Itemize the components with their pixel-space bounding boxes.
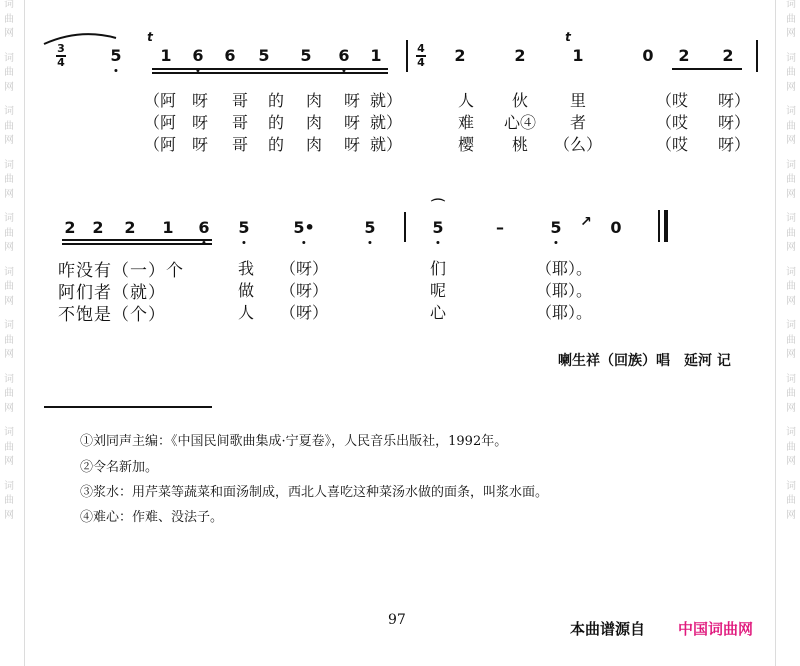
lyric-syllable: 阿们者（就） <box>58 283 166 303</box>
watermark-char: 网 <box>4 456 14 467</box>
lyric-syllable: （阿 <box>143 135 177 154</box>
lyric-syllable: 就） <box>369 113 403 132</box>
watermark-char: 网 <box>786 509 796 521</box>
watermark-char: 词 <box>4 52 14 64</box>
note: 5 <box>432 218 444 237</box>
beam-line <box>152 68 388 70</box>
watermark-char: 词 <box>786 320 796 331</box>
watermark-char: 网 <box>4 81 14 93</box>
lyric-syllable: 呢 <box>429 281 447 300</box>
watermark-char: 曲 <box>786 227 796 239</box>
watermark-char: 曲 <box>4 67 14 78</box>
watermark-char: 词 <box>786 52 796 64</box>
beam-line <box>62 243 212 245</box>
lyric-syllable: （哎 <box>655 91 689 110</box>
footnote-3: ③浆水：用芹菜等蔬菜和面汤制成，西北人喜吃这种菜汤水做的面条，叫浆水面。 <box>80 485 549 500</box>
lyric-syllable: 者 <box>569 113 587 132</box>
watermark-char: 网 <box>786 242 796 253</box>
slide-mark: ↗ <box>580 214 592 230</box>
footnote-4: ④难心：作难、没法子。 <box>80 510 224 525</box>
watermark-char: 网 <box>786 295 796 307</box>
final-bar-thick <box>664 210 668 242</box>
watermark-char: 网 <box>786 188 796 200</box>
note: 2 <box>92 218 104 237</box>
lyric-syllable: 呀 <box>191 135 209 154</box>
note: 1 <box>162 218 174 237</box>
lyric-syllable: 伙 <box>511 91 529 110</box>
watermark-char: 曲 <box>4 281 14 292</box>
margin-rule-left <box>24 0 25 666</box>
lyric-syllable: 呀 <box>191 113 209 132</box>
lyric-syllable: 咋没有（一）个 <box>58 261 184 281</box>
lyric-syllable: 桃 <box>511 135 529 154</box>
note: 2 <box>678 46 690 65</box>
watermark-char: 网 <box>4 402 14 414</box>
lyric-syllable: 里 <box>569 91 587 110</box>
watermark-char: 网 <box>4 188 14 200</box>
lyric-syllable: 就） <box>369 91 403 110</box>
lyric-syllable: （阿 <box>143 113 177 132</box>
watermark-char: 网 <box>4 509 14 521</box>
watermark-char: 曲 <box>4 13 14 25</box>
watermark-char: 曲 <box>4 174 14 185</box>
lyric-syllable: 就） <box>369 135 403 154</box>
lyric-syllable: 呀 <box>343 135 361 154</box>
watermark-char: 词 <box>4 427 14 438</box>
watermark-char: 词 <box>786 213 796 224</box>
final-bar-thin <box>658 210 660 242</box>
watermark-char: 曲 <box>786 441 796 453</box>
note: 5 <box>110 46 122 65</box>
watermark-char: 网 <box>786 81 796 93</box>
watermark-char: 网 <box>4 242 14 253</box>
note: 6 <box>338 46 350 65</box>
lyric-syllable: （呀） <box>279 303 329 322</box>
watermark-char: 词 <box>786 0 796 10</box>
lyric-syllable: 呀） <box>717 113 751 132</box>
watermark-char: 词 <box>4 159 14 171</box>
bar-line <box>404 212 406 242</box>
lyric-syllable: 人 <box>237 303 255 322</box>
watermark-char: 曲 <box>786 67 796 78</box>
watermark-char: 曲 <box>786 120 796 132</box>
watermark-char: 曲 <box>4 227 14 239</box>
watermark-char: 网 <box>4 295 14 307</box>
watermark-char: 曲 <box>4 120 14 132</box>
watermark-char: 词 <box>4 320 14 331</box>
grace-note-mark: t <box>147 30 153 44</box>
lyric-syllable: （耶）。 <box>535 259 593 278</box>
footnote-rule <box>44 406 212 408</box>
lyric-syllable: 呀 <box>343 113 361 132</box>
lyric-syllable: （呀） <box>279 259 329 278</box>
lyric-syllable: 呀） <box>717 91 751 110</box>
lyric-syllable: 心④ <box>503 113 537 132</box>
lyric-syllable: （阿 <box>143 91 177 110</box>
singer-credit: 喇生祥（回族）唱 延河 记 <box>558 353 731 369</box>
lyric-syllable: 我 <box>237 259 255 278</box>
source-label: 本曲谱源自 <box>570 620 646 638</box>
watermark-char: 网 <box>786 349 796 360</box>
lyric-syllable: 呀 <box>191 91 209 110</box>
footnote-2: ②令名新加。 <box>80 460 159 475</box>
bar-line <box>406 40 408 72</box>
watermark-char: 曲 <box>4 495 14 506</box>
note: 2 <box>454 46 466 65</box>
dash: – <box>496 218 504 237</box>
watermark-right <box>784 0 798 666</box>
note: 5 <box>300 46 312 65</box>
watermark-char: 曲 <box>4 334 14 346</box>
watermark-char: 词 <box>4 106 14 117</box>
lyric-syllable: 的 <box>267 135 285 154</box>
watermark-char: 曲 <box>786 388 796 399</box>
lyric-syllable: 肉 <box>305 91 323 110</box>
note: 1 <box>572 46 584 65</box>
note: 2 <box>124 218 136 237</box>
beam-line <box>672 68 742 70</box>
page-number: 97 <box>388 612 406 628</box>
watermark-char: 曲 <box>786 334 796 346</box>
note: 6 <box>224 46 236 65</box>
note: 0 <box>610 218 622 237</box>
lyric-syllable: 呀） <box>717 135 751 154</box>
note: 1 <box>370 46 382 65</box>
note: 5 <box>364 218 376 237</box>
footnote-1: ①刘同声主编：《中国民间歌曲集成·宁夏卷》，人民音乐出版社，1992年。 <box>80 434 508 449</box>
watermark-char: 词 <box>786 106 796 117</box>
margin-rule-right <box>775 0 776 666</box>
lyric-syllable: 肉 <box>305 135 323 154</box>
note: 5 <box>258 46 270 65</box>
lyric-syllable: 难 <box>457 113 475 132</box>
note: 2 <box>722 46 734 65</box>
note: 1 <box>160 46 172 65</box>
lyric-syllable: （耶）。 <box>535 303 593 322</box>
lyric-syllable: 呀 <box>343 91 361 110</box>
note: 6 <box>198 218 210 237</box>
watermark-char: 词 <box>786 266 796 278</box>
watermark-char: 曲 <box>786 13 796 25</box>
watermark-char: 网 <box>786 28 796 39</box>
lyric-syllable: 哥 <box>231 113 249 132</box>
lyric-syllable: 的 <box>267 91 285 110</box>
note: 2 <box>514 46 526 65</box>
slur-arc <box>40 30 120 50</box>
watermark-char: 曲 <box>786 281 796 292</box>
watermark-left <box>2 0 16 666</box>
note: 6 <box>192 46 204 65</box>
grace-note-mark: t <box>565 30 571 44</box>
lyric-syllable: 哥 <box>231 135 249 154</box>
lyric-syllable: 不饱是（个） <box>58 305 166 325</box>
time-signature-4-4: 4 4 <box>417 42 425 69</box>
beam-line <box>62 239 212 241</box>
watermark-char: 网 <box>786 135 796 146</box>
lyric-syllable: 人 <box>457 91 475 110</box>
lyric-syllable: （呀） <box>279 281 329 300</box>
watermark-char: 曲 <box>786 495 796 506</box>
watermark-char: 词 <box>4 266 14 278</box>
lyric-syllable: （么） <box>553 135 603 154</box>
watermark-char: 词 <box>786 427 796 438</box>
note: 5• <box>293 218 315 237</box>
note: 5 <box>550 218 562 237</box>
fermata-mark: ⌒ <box>431 199 445 215</box>
watermark-char: 曲 <box>4 388 14 399</box>
lyric-syllable: （哎 <box>655 135 689 154</box>
lyric-syllable: 哥 <box>231 91 249 110</box>
lyric-syllable: （哎 <box>655 113 689 132</box>
lyric-syllable: 的 <box>267 113 285 132</box>
lyric-syllable: 心 <box>429 303 447 322</box>
watermark-char: 词 <box>4 480 14 492</box>
note: 5 <box>238 218 250 237</box>
watermark-char: 网 <box>4 349 14 360</box>
note: 0 <box>642 46 654 65</box>
watermark-char: 曲 <box>786 174 796 185</box>
watermark-char: 曲 <box>4 441 14 453</box>
watermark-char: 网 <box>786 402 796 414</box>
source-site-link[interactable]: 中国词曲网 <box>678 620 754 638</box>
watermark-char: 网 <box>4 28 14 39</box>
lyric-syllable: （耶）。 <box>535 281 593 300</box>
lyric-syllable: 肉 <box>305 113 323 132</box>
watermark-char: 网 <box>786 456 796 467</box>
lyric-syllable: 樱 <box>457 135 475 154</box>
time-signature-3-4: 3 4 <box>57 42 65 69</box>
watermark-char: 词 <box>4 373 14 385</box>
bar-line <box>756 40 758 72</box>
watermark-char: 网 <box>4 135 14 146</box>
watermark-char: 词 <box>786 159 796 171</box>
watermark-char: 词 <box>786 373 796 385</box>
note: 2 <box>64 218 76 237</box>
watermark-char: 词 <box>786 480 796 492</box>
watermark-char: 词 <box>4 213 14 224</box>
beam-line <box>152 72 388 74</box>
watermark-char: 词 <box>4 0 14 10</box>
lyric-syllable: 做 <box>237 281 255 300</box>
lyric-syllable: 们 <box>429 259 447 278</box>
